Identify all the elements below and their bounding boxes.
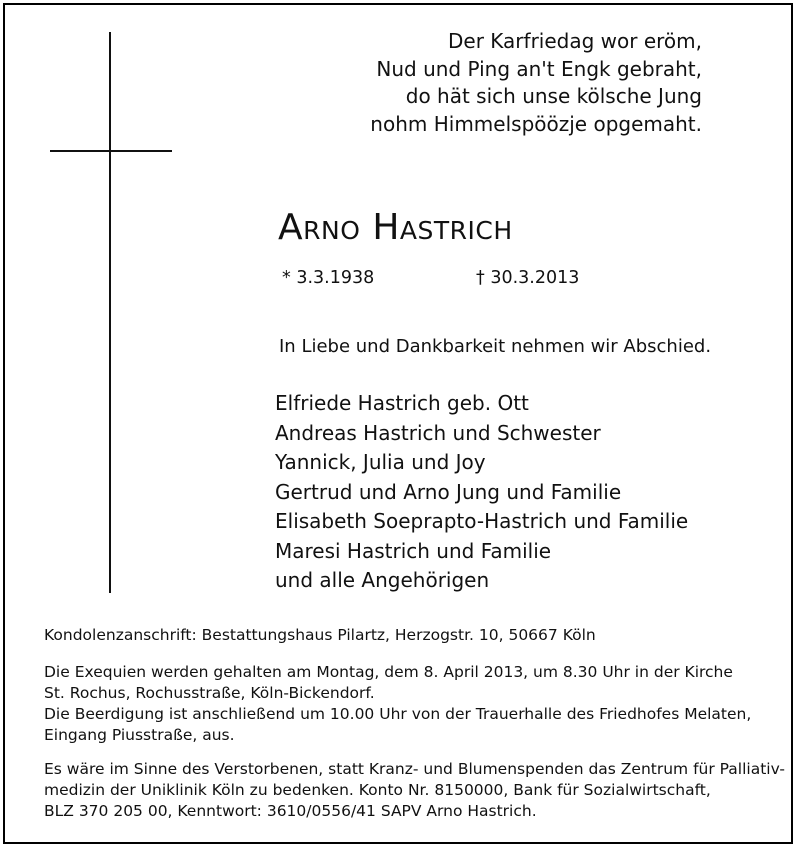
cross-horizontal-bar xyxy=(50,150,172,152)
poem-line: nohm Himmelspöözje opgemaht. xyxy=(370,111,702,136)
deceased-first-name: Arno xyxy=(278,207,361,248)
donation-line: Es wäre im Sinne des Verstorbenen, statt Kranz- und Blumenspenden das Zentrum für Palliativ- xyxy=(44,760,785,778)
tribute-text: In Liebe und Dankbarkeit nehmen wir Abschied. xyxy=(279,336,712,357)
family-member: und alle Angehörigen xyxy=(275,568,490,592)
funeral-line: Die Exequien werden gehalten am Montag, dem 8. April 2013, um 8.30 Uhr in der Kirche xyxy=(44,663,733,681)
family-member: Andreas Hastrich und Schwester xyxy=(275,420,601,445)
poem-line: Nud und Ping an't Engk gebraht, xyxy=(376,56,702,81)
condolence-address xyxy=(44,625,596,646)
family-member: Elisabeth Soeprapto-Hastrich und Familie xyxy=(275,509,689,533)
family-member: Gertrud und Arno Jung und Familie xyxy=(275,479,622,504)
cross-vertical-bar xyxy=(109,32,111,593)
donation-line: BLZ 370 205 00, Kenntwort: 3610/0556/41 SAPV Arno Hastrich. xyxy=(44,802,537,820)
family-list xyxy=(275,389,688,596)
poem-line: Der Karfriedag wor eröm, xyxy=(448,29,702,53)
poem-line: do hät sich unse kölsche Jung xyxy=(405,84,702,108)
deceased-last-name: Hastrich xyxy=(372,207,513,248)
death-date: † 30.3.2013 xyxy=(476,268,580,288)
donation-notice xyxy=(44,759,785,822)
funeral-line: St. Rochus, Rochusstraße, Köln-Bickendorf. xyxy=(44,684,375,702)
funeral-line: Eingang Piusstraße, aus. xyxy=(44,726,235,744)
funeral-details xyxy=(44,662,751,746)
funeral-line: Die Beerdigung ist anschließend um 10.00 Uhr von der Trauerhalle des Friedhofes Melaten, xyxy=(44,705,752,723)
deceased-name xyxy=(278,207,513,248)
condolence-line: Kondolenzanschrift: Bestattungshaus Pilartz, Herzogstr. 10, 50667 Köln xyxy=(44,626,596,644)
family-member: Maresi Hastrich und Familie xyxy=(275,538,552,563)
donation-line: medizin der Uniklinik Köln zu bedenken. Konto Nr. 8150000, Bank für Sozialwirtschaft, xyxy=(44,781,711,799)
birth-date: * 3.3.1938 xyxy=(282,268,375,288)
family-member: Elfriede Hastrich geb. Ott xyxy=(275,391,529,415)
poem xyxy=(370,28,702,138)
family-member: Yannick, Julia und Joy xyxy=(275,450,486,474)
